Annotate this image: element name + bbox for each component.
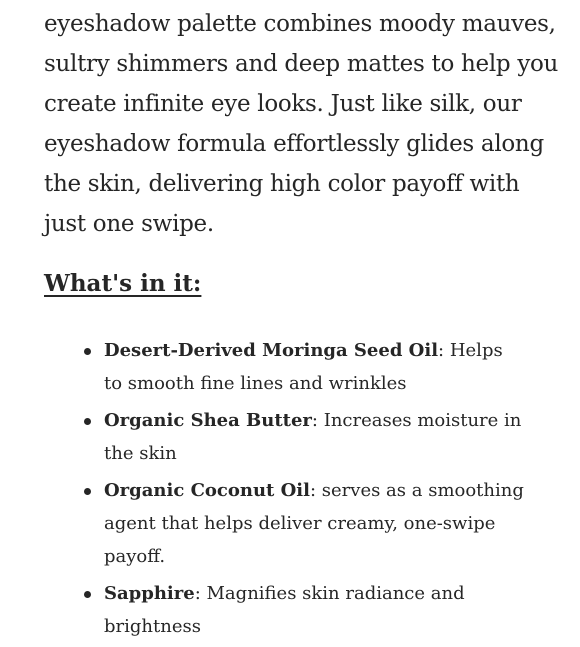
ingredient-detail: serves as a smoothing agent that helps deliver creamy, one-swipe payoff.: [104, 480, 524, 567]
list-item: [84, 334, 524, 400]
ingredient-name: Sapphire: [104, 583, 195, 604]
ingredient-separator: :: [311, 410, 318, 431]
ingredient-separator: :: [438, 340, 445, 361]
bullet-icon: [84, 591, 91, 598]
ingredient-detail: Helps to smooth fine lines and wrinkles: [104, 340, 503, 394]
bullet-icon: [84, 418, 91, 425]
list-item: [84, 404, 524, 470]
ingredient-separator: :: [194, 583, 201, 604]
bullet-icon: [84, 488, 91, 495]
list-item: [84, 474, 524, 573]
product-description: [44, 0, 564, 637]
ingredient-separator: :: [309, 480, 317, 501]
bullet-icon: [84, 348, 91, 355]
ingredient-name: Organic Shea Butter: [104, 410, 312, 431]
ingredients-list: [84, 334, 524, 647]
ingredient-detail: Magnifies skin radiance and brightness: [104, 583, 465, 637]
list-item: [84, 577, 524, 643]
ingredient-name: Desert-Derived Moringa Seed Oil: [104, 340, 439, 361]
ingredient-detail: Increases moisture in the skin: [104, 410, 522, 464]
description-paragraph: eyeshadow palette combines moody mauves, sultry shimmers and deep mattes to help you create infinite eye looks. Just like silk, our eyeshadow formula effortlessly glides along the skin, delivering high color payoff with just one swipe.: [44, 11, 559, 237]
ingredient-name: Organic Coconut Oil: [104, 480, 310, 501]
ingredients-heading: What's in it:: [44, 270, 202, 297]
